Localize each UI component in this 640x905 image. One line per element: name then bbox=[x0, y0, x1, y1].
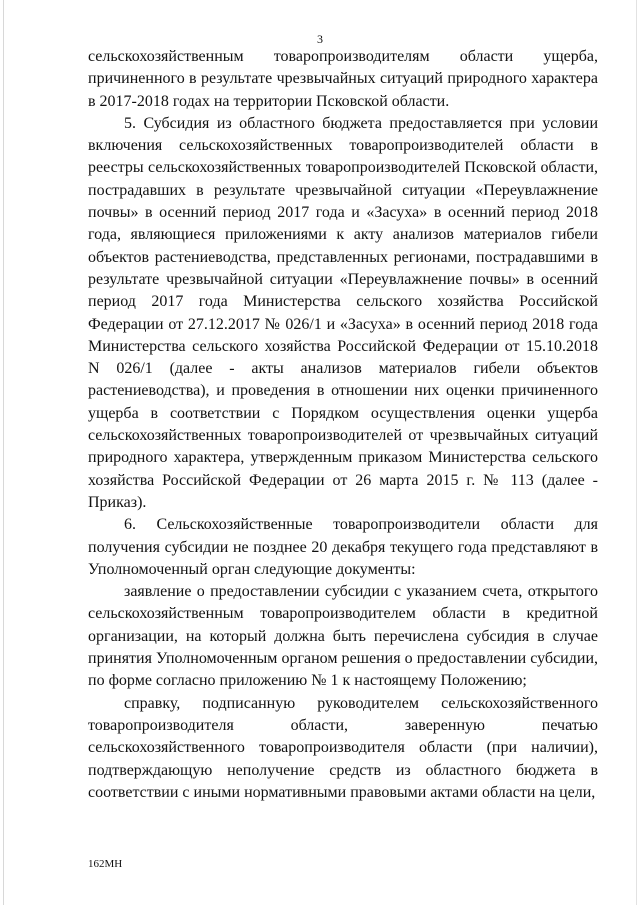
scan-edge-left bbox=[3, 0, 4, 905]
paragraph-item-5: 5. Субсидия из областного бюджета предоставляется при условии включения сельскохозяйственных товаропроизводителей области в реестры сельскохозяйственных товаропроизводителей Псковской области, пострадавших в результате чрезвычайной ситуации «Переувлажнение почвы» в осенний период 2017 года и «Засуха» в осенний период 2018 года, являющиеся приложениями к акту анализов материалов гибели объектов растениеводства, представленных регионами, пострадавшими в результате чрезвычайной ситуации «Переувлажнение почвы» в осенний период 2017 года Министерства сельского хозяйства Российской Федерации от 27.12.2017 № 026/1 и «Засуха» в осенний период 2018 года Министерства сельского хозяйства Российской Федерации от 15.10.2018 N 026/1 (далее - акты анализов материалов гибели объектов растениеводства), и проведения в отношении них оценки причиненного ущерба в соответствии с Порядком осуществления оценки ущерба сельскохозяйственных товаропроизводителей от чрезвычайных ситуаций природного характера, утвержденным приказом Министерства сельского хозяйства Российской Федерации от 26 марта 2015 г. № 113 (далее - Приказ). bbox=[88, 114, 598, 511]
page-number: 3 bbox=[317, 32, 323, 46]
paragraph-item-6: 6. Сельскохозяйственные товаропроизводители области для получения субсидии не позднее 20 декабря текущего года представляют в Уполномоченный орган следующие документы: bbox=[88, 516, 598, 578]
document-code: 162МН bbox=[88, 858, 123, 870]
scan-edge-right bbox=[636, 0, 637, 905]
paragraph-application: заявление о предоставлении субсидии с указанием счета, открытого сельскохозяйственным товаропроизводителем области в кредитной организации, на который должна быть перечислена субсидия в случае принятия Уполномоченным органом решения о предоставлении субсидии, по форме согласно приложению № 1 к настоящему Положению; bbox=[88, 583, 598, 690]
document-body bbox=[88, 46, 598, 804]
paragraph-certificate: справку, подписанную руководителем сельскохозяйственного товаропроизводителя области, заверенную печатью сельскохозяйственного товаропроизводителя области (при наличии), подтверждающую неполучение средств из областного бюджета в соответствии с иными нормативными правовыми актами области на цели, bbox=[88, 694, 598, 801]
paragraph-continuation: сельскохозяйственным товаропроизводителям области ущерба, причиненного в результате чрезвычайных ситуаций природного характера в 2017-2018 годах на территории Псковской области. bbox=[88, 48, 598, 110]
